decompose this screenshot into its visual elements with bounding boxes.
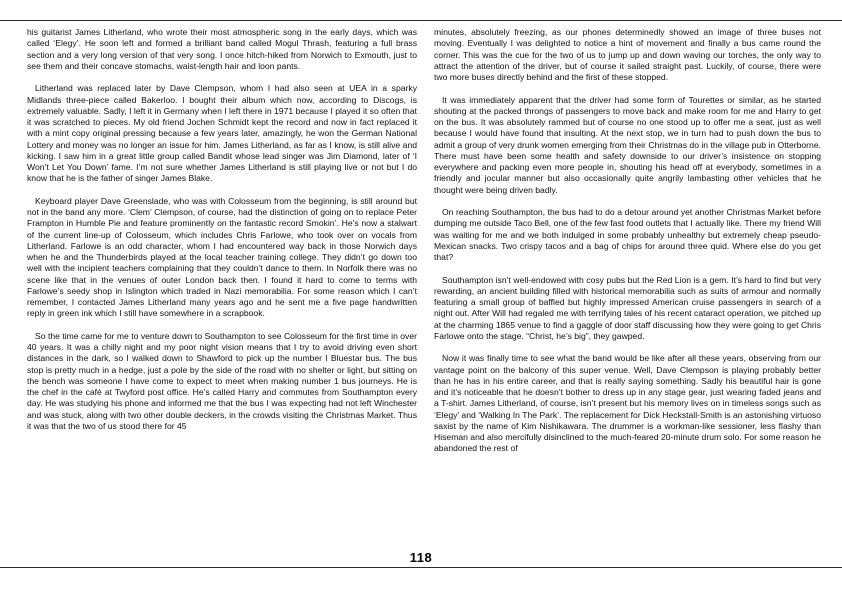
paragraph: minutes, absolutely freezing, as our phones determinedly showed an image of three buses not moving. Eventually I was delighted to notice a hint of movement and finally a bus came round the corner. This was the cue for the two of us to jump up and down waving our torches, the only way to attract the attention of the driver, but of course it sailed straight past. Luckily, of course, there were two more buses directly behind and the first of these stopped. [434, 27, 821, 82]
bottom-rule [0, 567, 842, 568]
left-column [27, 27, 417, 443]
paragraph: So the time came for me to venture down to Southampton to see Colosseum for the first time in over 40 years. It was a chilly night and my poor night vision means that I try to avoid driving even short distances in the dark, so I walked down to Shawford to pick up the number I Bluestar bus. The bus stop is pretty much in a hedge, just a pole by the side of the road with no shelter or light, but sitting on the bench was someone I have come to expect to meet when making number 1 bus journeys. He is the chef in the café at Twyford post office. He’s called Harry and commutes from Southampton every day. He was studying his phone and informed me that the bus I was expecting had not left Winchester and was stuck, along with two other double deckers, in the crowds visiting the Christmas Market. Thus it was that the two of us stood there for 45 [27, 330, 417, 431]
paragraph: Now it was finally time to see what the band would be like after all these years, observing from our vantage point on the balcony of this super venue. Well, Dave Clempson is playing probably better than he has in his entire career, and that is really saying something. Sadly his beautiful hair is gone and it’s noticeable that he doesn’t bother to dress up in any stage gear, just wearing faded jeans and a T-shirt. James Litherland, of course, isn’t present but his memory lives on in timeless songs such as ‘Elegy’ and ‘Walking In The Park’. The replacement for Dick Heckstall-Smith is an astonishing virtuoso saxist by the name of Kim Nishikawara. The drummer is a workman-like sessioner, less flashy than Hiseman and also mercifully disinclined to the much-feared 20-minute drum solo. For some reason he abandoned the rest of [434, 353, 821, 454]
paragraph: his guitarist James Litherland, who wrote their most atmospheric song in the early days, which was called ‘Elegy’. He soon left and formed a brilliant band called Mogul Thrash, featuring a full brass section and a very long version of that very song. I once hitch-hiked from Norwich to Exmouth, just to see them and their concave stomachs, waist-length hair and loon pants. [27, 27, 417, 71]
paragraph: Litherland was replaced later by Dave Clempson, whom I had also seen at UEA in a sparky Midlands three-piece called Bakerloo. I bought their album which now, according to Discogs, is extremely valuable. Sadly, I left it in Germany when I left there in 1971 because I played it so often that it was scratched to pieces. My old friend Jochen Schmidt kept the record and now in fact replaced it with a mint copy original pressing because a few years later, amazingly, he won the German National Lottery and money was no longer an issue for him. James Litherland, as far as I know, is still alive and kicking. I saw him in a great little group called Bandit whose lead singer was Jim Diamond, later of ‘I Won’t Let You Down’ fame. I’m not sure whether James Litherland is still playing live or not but I do know that he is the father of singer James Blake. [27, 83, 417, 184]
paragraph: Keyboard player Dave Greenslade, who was with Colosseum from the beginning, is still around but not in the band any more. ‘Clem’ Clempson, of course, had the distinction of going on to replace Peter Frampton in Humble Pie and feature prominently on the fantastic record Smokin’. He’s now a stalwart of the current line-up of Colosseum, which includes Chris Farlowe, who took over on vocals from Litherland. Farlowe is an odd character, whom I had encountered way back in those Norwich days when he and the Thunderbirds played at the local teacher training college. They didn’t go down too well with the incipient teachers complaining that they couldn’t dance to them. In Norfolk there was no scene like that in the venues of outer London back then. I found it hard to come to terms with Farlowe’s seedy shop in Islington which traded in Nazi memorabilia. For some reason which I can’t remember, I contacted James Litherland many years ago and he sent me a five page handwritten reply in green ink which I still have somewhere in a scrapbook. [27, 195, 417, 319]
page-number: 118 [409, 550, 433, 565]
paragraph: It was immediately apparent that the driver had some form of Tourettes or similar, as he started shouting at the packed throngs of passengers to move back and make room for me and Harry to get on the bus. It was absolutely rammed but of course no one stood up to offer me a seat, just as well because I would have found that insulting. At the next stop, we in turn had to push down the bus to admit a group of very drunk women emerging from their Christmas do in the village pub in Otterborne. There must have been some health and safety downside to our driver’s insistence on stopping everywhere and packing even more people in, shouting his head off at everybody, sometimes in a friendly and jocular manner but also occasionally quite angrily lambasting other vehicles that he thought were being driven badly. [434, 94, 821, 195]
top-rule [0, 20, 842, 21]
paragraph: Southampton isn’t well-endowed with cosy pubs but the Red Lion is a gem. It’s hard to find but very rewarding, an ancient building filled with historical memorabilia such as suits of armour and normally featuring a small group of baffled but highly impressed American cruise passengers in search of a night out. After Will had regaled me with terrifying tales of his recent cataract operation, we pitched up at the charming 1865 venue to find a gaggle of door staff discussing how they were going to get Chris Farlowe onto the stage. “Christ, he’s big”, they gawped. [434, 274, 821, 341]
right-column [434, 27, 821, 466]
paragraph: On reaching Southampton, the bus had to do a detour around yet another Christmas Market before dumping me outside Taco Bell, one of the few fast food outlets that I actually like. There my friend Will was waiting for me and we both indulged in some probably unhealthy but extremely cheap pseudo-Mexican snacks. Two crispy tacos and a bag of chips for around three quid. Where else do you get that? [434, 207, 821, 262]
